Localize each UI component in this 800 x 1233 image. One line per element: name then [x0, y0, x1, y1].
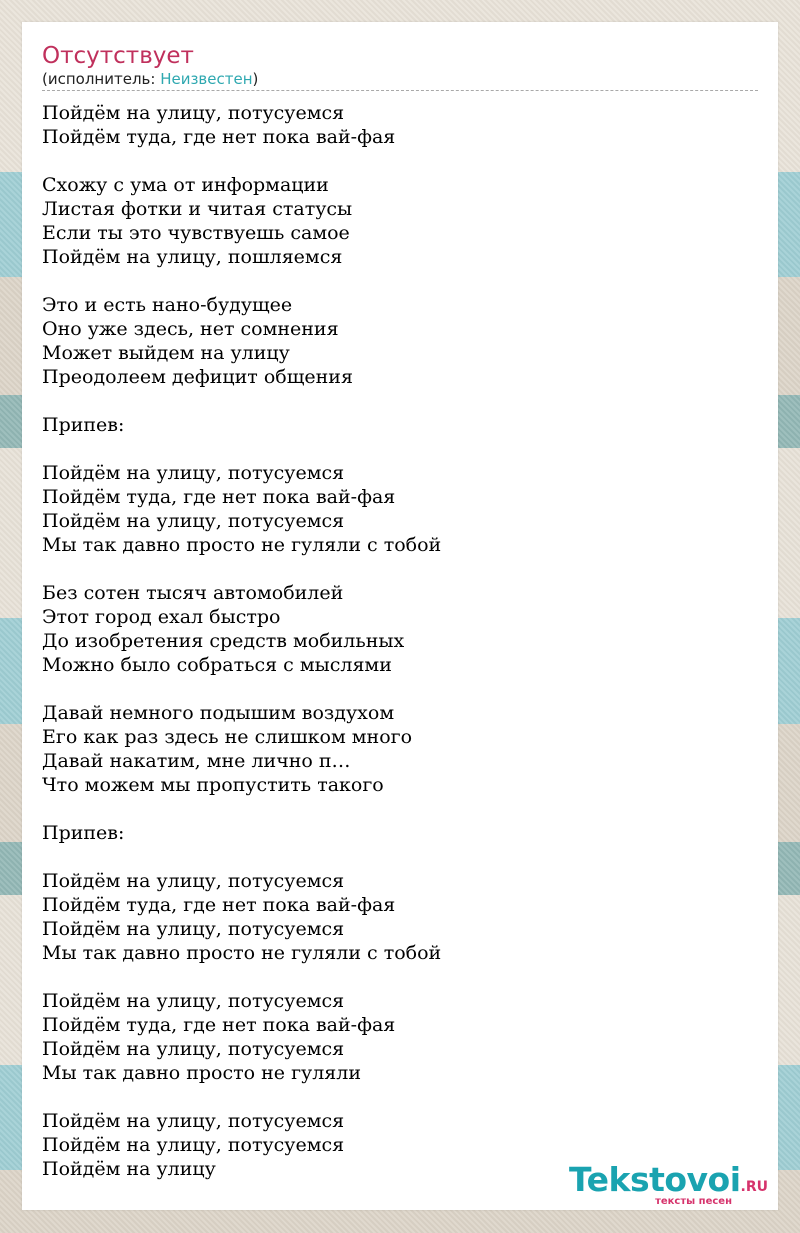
lyric-line: Пойдём на улицу, потусуемся: [42, 1134, 345, 1156]
lyric-blank-line: [42, 437, 758, 461]
lyric-blank-line: [42, 845, 758, 869]
lyric-line: Может выйдем на улицу: [42, 342, 290, 364]
lyric-line: Схожу с ума от информации: [42, 174, 329, 196]
lyric-line: Его как раз здесь не слишком много: [42, 726, 413, 748]
lyric-line: Пойдём на улицу, потусуемся: [42, 510, 345, 532]
lyric-blank-line: [42, 797, 758, 821]
lyric-line: Если ты это чувствуешь самое: [42, 222, 350, 244]
song-header: [42, 42, 758, 91]
lyric-line: Листая фотки и читая статусы: [42, 198, 353, 220]
lyric-blank-line: [42, 149, 758, 173]
lyric-line: До изобретения средств мобильных: [42, 630, 405, 652]
lyric-line: Пойдём на улицу, потусуемся: [42, 1110, 345, 1132]
lyrics-card: [22, 22, 778, 1210]
logo-tagline: тексты песен: [655, 1196, 732, 1207]
lyric-line: Пойдём на улицу, пошляемся: [42, 246, 343, 268]
lyric-blank-line: [42, 965, 758, 989]
lyric-line: Можно было собраться с мыслями: [42, 654, 392, 676]
artist-suffix: ): [252, 70, 259, 88]
lyric-line: Пойдём на улицу, потусуемся: [42, 870, 345, 892]
lyric-line: Мы так давно просто не гуляли с тобой: [42, 942, 442, 964]
lyric-line: Пойдём туда, где нет пока вай-фая: [42, 894, 396, 916]
lyric-line: Давай немного подышим воздухом: [42, 702, 395, 724]
lyric-blank-line: [42, 269, 758, 293]
lyric-line: Пойдём на улицу, потусуемся: [42, 1038, 345, 1060]
lyric-blank-line: [42, 677, 758, 701]
lyric-line: Оно уже здесь, нет сомнения: [42, 318, 339, 340]
lyric-line: Давай накатим, мне лично п…: [42, 750, 351, 772]
logo-wordmark: Tekstovoi: [568, 1160, 741, 1199]
lyric-line: Припев:: [42, 822, 125, 844]
lyric-line: Пойдём туда, где нет пока вай-фая: [42, 1014, 396, 1036]
lyric-line: Это и есть нано-будущее: [42, 294, 293, 316]
lyric-line: Мы так давно просто не гуляли с тобой: [42, 534, 442, 556]
lyric-blank-line: [42, 557, 758, 581]
lyric-line: Пойдём туда, где нет пока вай-фая: [42, 486, 396, 508]
lyric-line: Без сотен тысяч автомобилей: [42, 582, 344, 604]
artist-link[interactable]: Неизвестен: [160, 70, 253, 88]
logo-domain: .RU: [740, 1179, 768, 1195]
lyric-line: Пойдём на улицу: [42, 1158, 216, 1180]
lyric-line: Мы так давно просто не гуляли: [42, 1062, 362, 1084]
lyrics-text: [42, 101, 758, 1181]
site-logo[interactable]: [568, 1160, 768, 1208]
lyric-line: Преодолеем дефицит общения: [42, 366, 353, 388]
lyric-blank-line: [42, 389, 758, 413]
lyric-line: Пойдём на улицу, потусуемся: [42, 102, 345, 124]
lyric-line: Пойдём на улицу, потусуемся: [42, 462, 345, 484]
lyric-line: Пойдём туда, где нет пока вай-фая: [42, 126, 396, 148]
song-title: Отсутствует: [42, 43, 194, 69]
lyric-line: Что можем мы пропустить такого: [42, 774, 384, 796]
artist-line: [42, 70, 758, 89]
lyric-line: Пойдём на улицу, потусуемся: [42, 990, 345, 1012]
lyric-line: Этот город ехал быстро: [42, 606, 281, 628]
lyric-blank-line: [42, 1085, 758, 1109]
lyric-line: Припев:: [42, 414, 125, 436]
lyric-line: Пойдём на улицу, потусуемся: [42, 918, 345, 940]
artist-prefix: (исполнитель:: [42, 70, 161, 88]
